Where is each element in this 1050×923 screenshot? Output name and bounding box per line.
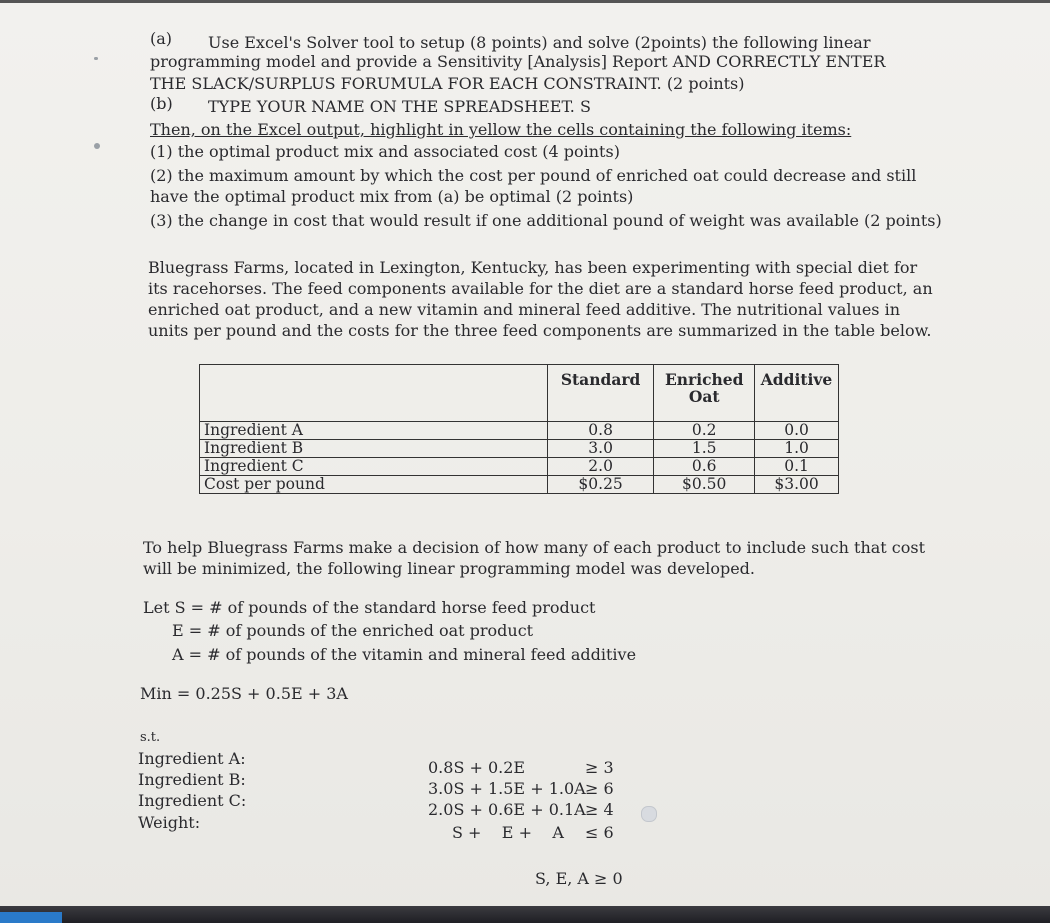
table-header-cell: Enriched Oat bbox=[654, 365, 755, 422]
cell-value: $3.00 bbox=[755, 476, 839, 494]
cell-value: 0.2 bbox=[654, 422, 755, 440]
help-line-2: will be minimized, the following linear programming model was developed. bbox=[143, 559, 755, 578]
cell-value: 0.1 bbox=[755, 458, 839, 476]
circle-mark bbox=[641, 806, 657, 822]
constraint-expression: S + E + A bbox=[452, 823, 564, 842]
constraint-rhs: ≥ 6 bbox=[585, 779, 614, 798]
item-2-line-1: (2) the maximum amount by which the cost per pound of enriched oat could decrease and still bbox=[150, 166, 917, 185]
cell-value: 1.5 bbox=[654, 440, 755, 458]
cell-value: $0.50 bbox=[654, 476, 755, 494]
constraint-label: Ingredient A: bbox=[138, 749, 246, 768]
row-label: Ingredient B bbox=[200, 440, 548, 458]
var-e-definition: E = # of pounds of the enriched oat product bbox=[172, 621, 534, 640]
constraint-expression: 0.8S + 0.2E bbox=[428, 758, 526, 777]
table-header-cell: Standard bbox=[547, 365, 654, 422]
then-line: Then, on the Excel output, highlight in yellow the cells containing the following items: bbox=[150, 120, 852, 139]
row-label: Ingredient A bbox=[200, 422, 548, 440]
bullet-mark bbox=[94, 57, 98, 60]
constraint-label: Ingredient C: bbox=[138, 791, 247, 810]
row-label: Ingredient C bbox=[200, 458, 548, 476]
part-a-line-3: THE SLACK/SURPLUS FORUMULA FOR EACH CONSTRAINT. (2 points) bbox=[150, 74, 745, 93]
constraint-label: Ingredient B: bbox=[138, 770, 246, 789]
taskbar-icon bbox=[0, 912, 62, 923]
subject-to-label: s.t. bbox=[140, 730, 161, 745]
bullet-mark bbox=[94, 143, 100, 149]
story-line-3: enriched oat product, and a new vitamin and mineral feed additive. The nutritional values in bbox=[148, 300, 901, 319]
table-row bbox=[200, 458, 839, 476]
constraint-label: Weight: bbox=[138, 813, 201, 832]
top-edge bbox=[0, 0, 1050, 3]
table-row bbox=[200, 422, 839, 440]
constraint-rhs: ≥ 3 bbox=[585, 758, 614, 777]
part-a-line-2: programming model and provide a Sensitivity [Analysis] Report AND CORRECTLY ENTER bbox=[150, 52, 886, 71]
constraint-rhs: ≤ 6 bbox=[585, 823, 614, 842]
row-label: Cost per pound bbox=[200, 476, 548, 494]
constraint-expression: 2.0S + 0.6E + 0.1A bbox=[428, 800, 586, 819]
part-b-line: TYPE YOUR NAME ON THE SPREADSHEET. S bbox=[208, 97, 591, 116]
table-header-row bbox=[200, 365, 839, 422]
part-a-line-1: Use Excel's Solver tool to setup (8 points) and solve (2points) the following linear bbox=[208, 33, 871, 52]
table-header-cell: Additive bbox=[755, 365, 839, 422]
constraint-expression: 3.0S + 1.5E + 1.0A bbox=[428, 779, 586, 798]
table-row bbox=[200, 440, 839, 458]
nutrition-table bbox=[199, 364, 839, 494]
part-b-label: (b) bbox=[150, 94, 173, 113]
story-line-4: units per pound and the costs for the three feed components are summarized in the table below. bbox=[148, 321, 932, 340]
item-1: (1) the optimal product mix and associated cost (4 points) bbox=[150, 142, 620, 161]
objective-function: Min = 0.25S + 0.5E + 3A bbox=[140, 684, 348, 703]
nonnegativity-constraint: S, E, A ≥ 0 bbox=[535, 869, 623, 888]
var-s-definition: Let S = # of pounds of the standard horse feed product bbox=[143, 598, 596, 617]
constraint-rhs: ≥ 4 bbox=[585, 800, 614, 819]
cell-value: $0.25 bbox=[547, 476, 654, 494]
cell-value: 0.8 bbox=[547, 422, 654, 440]
cell-value: 2.0 bbox=[547, 458, 654, 476]
item-2-line-2: have the optimal product mix from (a) be optimal (2 points) bbox=[150, 187, 634, 206]
table-header-cell bbox=[200, 365, 548, 422]
cell-value: 1.0 bbox=[755, 440, 839, 458]
item-3: (3) the change in cost that would result if one additional pound of weight was available (2 points) bbox=[150, 211, 942, 230]
story-line-1: Bluegrass Farms, located in Lexington, Kentucky, has been experimenting with special diet for bbox=[148, 258, 918, 277]
story-line-2: its racehorses. The feed components available for the diet are a standard horse feed product, an bbox=[148, 279, 933, 298]
help-line-1: To help Bluegrass Farms make a decision of how many of each product to include such that cost bbox=[143, 538, 926, 557]
table-row bbox=[200, 476, 839, 494]
part-a-label: (a) bbox=[150, 29, 173, 48]
var-a-definition: A = # of pounds of the vitamin and mineral feed additive bbox=[172, 645, 637, 664]
cell-value: 3.0 bbox=[547, 440, 654, 458]
cell-value: 0.0 bbox=[755, 422, 839, 440]
cell-value: 0.6 bbox=[654, 458, 755, 476]
taskbar-edge bbox=[0, 906, 1050, 923]
